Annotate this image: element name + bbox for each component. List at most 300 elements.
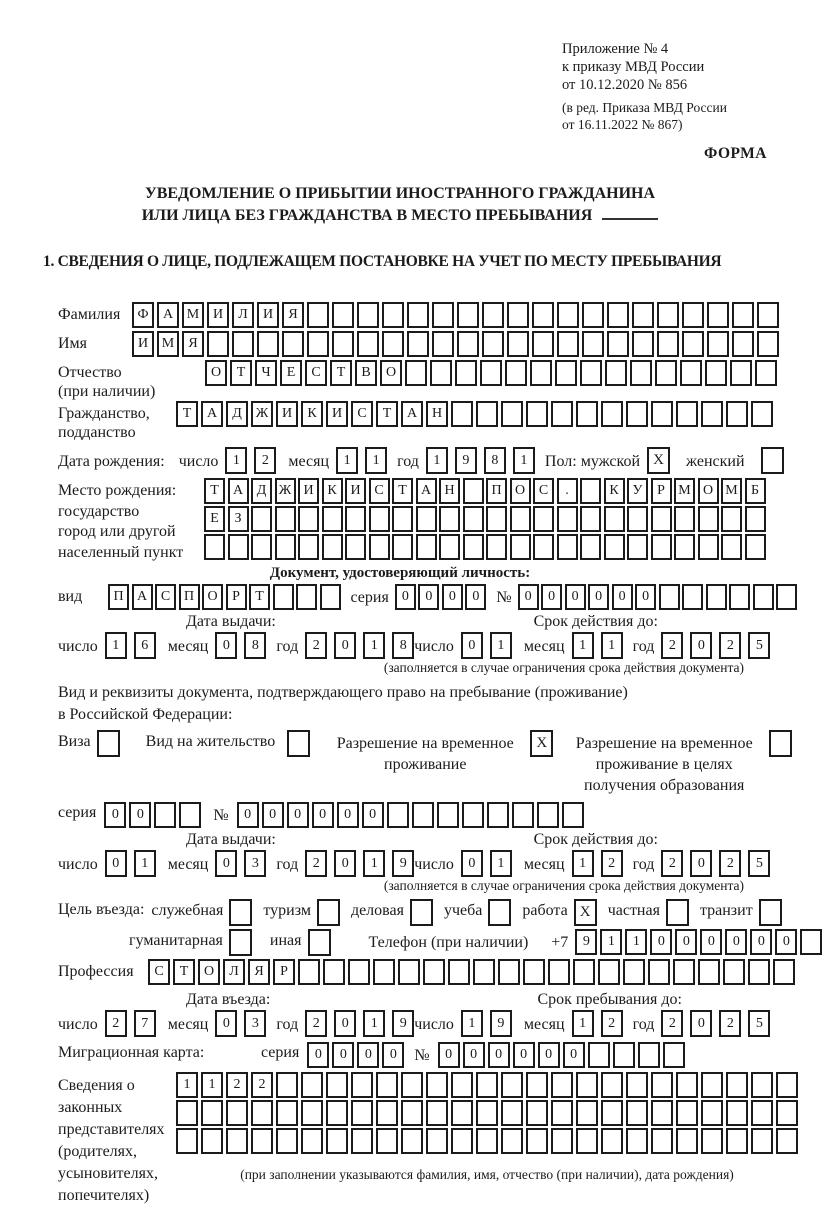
char-box[interactable]: 0: [541, 584, 562, 610]
char-box[interactable]: П: [486, 478, 507, 504]
char-box[interactable]: [523, 959, 545, 985]
char-box[interactable]: [551, 1128, 573, 1154]
char-box[interactable]: И: [326, 401, 348, 427]
char-box[interactable]: И: [276, 401, 298, 427]
char-box[interactable]: [555, 360, 577, 386]
char-box[interactable]: 0: [612, 584, 633, 610]
char-box[interactable]: [730, 360, 752, 386]
char-box[interactable]: 1: [201, 1072, 223, 1098]
char-box[interactable]: А: [401, 401, 423, 427]
char-box[interactable]: 0: [215, 850, 237, 877]
char-box[interactable]: [601, 1072, 623, 1098]
char-box[interactable]: 5: [748, 850, 770, 877]
char-box[interactable]: М: [157, 331, 179, 357]
char-box[interactable]: [551, 1100, 573, 1126]
char-box[interactable]: [476, 401, 498, 427]
char-box[interactable]: [476, 1100, 498, 1126]
char-box[interactable]: [307, 302, 329, 328]
char-box[interactable]: [176, 1128, 198, 1154]
checkbox-residence-permit[interactable]: [287, 730, 310, 757]
char-box[interactable]: [345, 534, 366, 560]
char-box[interactable]: [332, 331, 354, 357]
char-box[interactable]: [275, 534, 296, 560]
char-box[interactable]: [351, 1072, 373, 1098]
char-box[interactable]: [582, 331, 604, 357]
char-box[interactable]: 2: [601, 1010, 623, 1037]
char-box[interactable]: 8: [392, 632, 414, 659]
char-box[interactable]: [462, 802, 484, 828]
char-box[interactable]: Т: [230, 360, 252, 386]
char-box[interactable]: [580, 506, 601, 532]
char-box[interactable]: [601, 1100, 623, 1126]
char-box[interactable]: [369, 534, 390, 560]
char-box[interactable]: [439, 534, 460, 560]
char-box[interactable]: Л: [223, 959, 245, 985]
char-box[interactable]: 0: [488, 1042, 510, 1068]
char-box[interactable]: [721, 506, 742, 532]
char-box[interactable]: [723, 959, 745, 985]
char-box[interactable]: [604, 534, 625, 560]
char-box[interactable]: Т: [176, 401, 198, 427]
char-box[interactable]: [407, 331, 429, 357]
char-box[interactable]: [482, 331, 504, 357]
char-box[interactable]: [505, 360, 527, 386]
char-box[interactable]: [357, 302, 379, 328]
char-box[interactable]: [630, 360, 652, 386]
char-box[interactable]: [448, 959, 470, 985]
char-box[interactable]: 0: [461, 632, 483, 659]
char-box[interactable]: [282, 331, 304, 357]
char-box[interactable]: [651, 401, 673, 427]
char-box[interactable]: 0: [129, 802, 151, 828]
char-box[interactable]: [721, 534, 742, 560]
char-box[interactable]: [604, 506, 625, 532]
char-box[interactable]: [507, 331, 529, 357]
char-box[interactable]: [576, 1100, 598, 1126]
char-box[interactable]: 1: [625, 929, 647, 955]
char-box[interactable]: [753, 584, 774, 610]
char-box[interactable]: 1: [105, 632, 127, 659]
char-box[interactable]: 0: [334, 632, 356, 659]
char-box[interactable]: [701, 1100, 723, 1126]
char-box[interactable]: 0: [442, 584, 463, 610]
char-box[interactable]: 0: [105, 850, 127, 877]
char-box[interactable]: 2: [661, 850, 683, 877]
char-box[interactable]: [412, 802, 434, 828]
char-box[interactable]: [580, 534, 601, 560]
char-box[interactable]: 0: [750, 929, 772, 955]
char-box[interactable]: [387, 802, 409, 828]
char-box[interactable]: [307, 331, 329, 357]
char-box[interactable]: [537, 802, 559, 828]
char-box[interactable]: [275, 506, 296, 532]
char-box[interactable]: [557, 534, 578, 560]
char-box[interactable]: [457, 302, 479, 328]
char-box[interactable]: Б: [745, 478, 766, 504]
char-box[interactable]: 0: [395, 584, 416, 610]
char-box[interactable]: [726, 401, 748, 427]
char-box[interactable]: [501, 1100, 523, 1126]
char-box[interactable]: [401, 1128, 423, 1154]
char-box[interactable]: 0: [563, 1042, 585, 1068]
char-box[interactable]: 1: [490, 850, 512, 877]
char-box[interactable]: 1: [176, 1072, 198, 1098]
char-box[interactable]: 0: [357, 1042, 379, 1068]
char-box[interactable]: [322, 534, 343, 560]
char-box[interactable]: [486, 534, 507, 560]
char-box[interactable]: [228, 534, 249, 560]
char-box[interactable]: [351, 1100, 373, 1126]
char-box[interactable]: 0: [237, 802, 259, 828]
char-box[interactable]: [773, 959, 795, 985]
char-box[interactable]: С: [533, 478, 554, 504]
char-box[interactable]: [701, 401, 723, 427]
char-box[interactable]: С: [351, 401, 373, 427]
char-box[interactable]: [626, 1128, 648, 1154]
char-box[interactable]: 0: [463, 1042, 485, 1068]
char-box[interactable]: [486, 506, 507, 532]
char-box[interactable]: 0: [565, 584, 586, 610]
checkbox-female[interactable]: [761, 447, 784, 474]
checkbox-tourism[interactable]: [317, 899, 340, 926]
char-box[interactable]: [701, 1128, 723, 1154]
char-box[interactable]: [673, 959, 695, 985]
char-box[interactable]: 0: [700, 929, 722, 955]
char-box[interactable]: [588, 1042, 610, 1068]
char-box[interactable]: 3: [244, 850, 266, 877]
char-box[interactable]: [226, 1128, 248, 1154]
char-box[interactable]: 1: [336, 447, 358, 474]
char-box[interactable]: [557, 302, 579, 328]
char-box[interactable]: [426, 1072, 448, 1098]
char-box[interactable]: 7: [134, 1010, 156, 1037]
char-box[interactable]: 2: [305, 1010, 327, 1037]
char-box[interactable]: З: [228, 506, 249, 532]
char-box[interactable]: 0: [465, 584, 486, 610]
char-box[interactable]: [463, 478, 484, 504]
char-box[interactable]: [526, 401, 548, 427]
char-box[interactable]: [298, 959, 320, 985]
char-box[interactable]: [701, 1072, 723, 1098]
checkbox-temp-residence-education[interactable]: [769, 730, 792, 757]
char-box[interactable]: 0: [650, 929, 672, 955]
char-box[interactable]: [751, 1128, 773, 1154]
char-box[interactable]: [676, 1100, 698, 1126]
char-box[interactable]: Я: [182, 331, 204, 357]
char-box[interactable]: 5: [748, 632, 770, 659]
char-box[interactable]: [251, 1128, 273, 1154]
char-box[interactable]: [576, 401, 598, 427]
char-box[interactable]: 2: [305, 850, 327, 877]
char-box[interactable]: [251, 1100, 273, 1126]
char-box[interactable]: 1: [490, 632, 512, 659]
char-box[interactable]: [345, 506, 366, 532]
char-box[interactable]: 0: [725, 929, 747, 955]
char-box[interactable]: [179, 802, 201, 828]
char-box[interactable]: [676, 401, 698, 427]
char-box[interactable]: Д: [251, 478, 272, 504]
char-box[interactable]: [392, 506, 413, 532]
checkbox-temp-residence[interactable]: X: [530, 730, 553, 757]
char-box[interactable]: [512, 802, 534, 828]
char-box[interactable]: 0: [418, 584, 439, 610]
char-box[interactable]: М: [674, 478, 695, 504]
char-box[interactable]: Н: [439, 478, 460, 504]
char-box[interactable]: [533, 534, 554, 560]
char-box[interactable]: [301, 1128, 323, 1154]
char-box[interactable]: [580, 360, 602, 386]
char-box[interactable]: 0: [461, 850, 483, 877]
char-box[interactable]: 0: [775, 929, 797, 955]
char-box[interactable]: [651, 1072, 673, 1098]
char-box[interactable]: [398, 959, 420, 985]
char-box[interactable]: 0: [332, 1042, 354, 1068]
char-box[interactable]: Л: [232, 302, 254, 328]
char-box[interactable]: 1: [365, 447, 387, 474]
char-box[interactable]: [416, 534, 437, 560]
char-box[interactable]: А: [201, 401, 223, 427]
char-box[interactable]: [301, 1100, 323, 1126]
char-box[interactable]: Т: [392, 478, 413, 504]
char-box[interactable]: 1: [134, 850, 156, 877]
char-box[interactable]: [682, 302, 704, 328]
checkbox-other[interactable]: [308, 929, 331, 956]
char-box[interactable]: 0: [287, 802, 309, 828]
char-box[interactable]: [501, 1128, 523, 1154]
char-box[interactable]: О: [510, 478, 531, 504]
char-box[interactable]: [776, 1100, 798, 1126]
char-box[interactable]: 0: [513, 1042, 535, 1068]
char-box[interactable]: [748, 959, 770, 985]
checkbox-business[interactable]: [410, 899, 433, 926]
char-box[interactable]: [682, 584, 703, 610]
char-box[interactable]: И: [345, 478, 366, 504]
char-box[interactable]: [423, 959, 445, 985]
char-box[interactable]: [598, 959, 620, 985]
char-box[interactable]: 2: [719, 850, 741, 877]
char-box[interactable]: [416, 506, 437, 532]
char-box[interactable]: [533, 506, 554, 532]
char-box[interactable]: [557, 331, 579, 357]
char-box[interactable]: А: [416, 478, 437, 504]
char-box[interactable]: 0: [518, 584, 539, 610]
char-box[interactable]: 0: [215, 632, 237, 659]
char-box[interactable]: [751, 401, 773, 427]
char-box[interactable]: [298, 534, 319, 560]
char-box[interactable]: [276, 1072, 298, 1098]
char-box[interactable]: [627, 534, 648, 560]
char-box[interactable]: 0: [337, 802, 359, 828]
char-box[interactable]: [751, 1100, 773, 1126]
char-box[interactable]: [407, 302, 429, 328]
char-box[interactable]: [551, 401, 573, 427]
checkbox-work[interactable]: X: [574, 899, 597, 926]
char-box[interactable]: [320, 584, 341, 610]
char-box[interactable]: Д: [226, 401, 248, 427]
char-box[interactable]: 1: [572, 632, 594, 659]
char-box[interactable]: [276, 1100, 298, 1126]
char-box[interactable]: [457, 331, 479, 357]
char-box[interactable]: [526, 1100, 548, 1126]
char-box[interactable]: [607, 302, 629, 328]
char-box[interactable]: [298, 506, 319, 532]
char-box[interactable]: 5: [748, 1010, 770, 1037]
char-box[interactable]: Т: [330, 360, 352, 386]
char-box[interactable]: [451, 1100, 473, 1126]
char-box[interactable]: И: [298, 478, 319, 504]
char-box[interactable]: [463, 534, 484, 560]
char-box[interactable]: Ж: [275, 478, 296, 504]
char-box[interactable]: [532, 331, 554, 357]
char-box[interactable]: [326, 1072, 348, 1098]
char-box[interactable]: [401, 1100, 423, 1126]
char-box[interactable]: [548, 959, 570, 985]
char-box[interactable]: Ж: [251, 401, 273, 427]
char-box[interactable]: [376, 1100, 398, 1126]
char-box[interactable]: [657, 302, 679, 328]
char-box[interactable]: [463, 506, 484, 532]
char-box[interactable]: [455, 360, 477, 386]
char-box[interactable]: [674, 506, 695, 532]
char-box[interactable]: 0: [312, 802, 334, 828]
char-box[interactable]: 0: [438, 1042, 460, 1068]
char-box[interactable]: [501, 1072, 523, 1098]
char-box[interactable]: [451, 401, 473, 427]
char-box[interactable]: [707, 331, 729, 357]
char-box[interactable]: [201, 1100, 223, 1126]
char-box[interactable]: [732, 331, 754, 357]
char-box[interactable]: [257, 331, 279, 357]
checkbox-transit[interactable]: [759, 899, 782, 926]
char-box[interactable]: [204, 534, 225, 560]
char-box[interactable]: У: [627, 478, 648, 504]
char-box[interactable]: [706, 584, 727, 610]
char-box[interactable]: [551, 1072, 573, 1098]
char-box[interactable]: [651, 1100, 673, 1126]
char-box[interactable]: [276, 1128, 298, 1154]
char-box[interactable]: Р: [273, 959, 295, 985]
char-box[interactable]: [439, 506, 460, 532]
checkbox-official[interactable]: [229, 899, 252, 926]
char-box[interactable]: 9: [490, 1010, 512, 1037]
char-box[interactable]: [273, 584, 294, 610]
char-box[interactable]: [576, 1072, 598, 1098]
char-box[interactable]: 0: [538, 1042, 560, 1068]
char-box[interactable]: [301, 1072, 323, 1098]
char-box[interactable]: [632, 302, 654, 328]
char-box[interactable]: 3: [244, 1010, 266, 1037]
char-box[interactable]: [154, 802, 176, 828]
char-box[interactable]: 0: [104, 802, 126, 828]
char-box[interactable]: [674, 534, 695, 560]
char-box[interactable]: [726, 1128, 748, 1154]
char-box[interactable]: [430, 360, 452, 386]
char-box[interactable]: [392, 534, 413, 560]
char-box[interactable]: [626, 1072, 648, 1098]
char-box[interactable]: [663, 1042, 685, 1068]
char-box[interactable]: [348, 959, 370, 985]
char-box[interactable]: [510, 506, 531, 532]
char-box[interactable]: П: [179, 584, 200, 610]
char-box[interactable]: [322, 506, 343, 532]
char-box[interactable]: 9: [575, 929, 597, 955]
char-box[interactable]: [745, 534, 766, 560]
char-box[interactable]: [659, 584, 680, 610]
char-box[interactable]: [800, 929, 822, 955]
char-box[interactable]: [501, 401, 523, 427]
char-box[interactable]: [480, 360, 502, 386]
char-box[interactable]: [451, 1128, 473, 1154]
char-box[interactable]: [648, 959, 670, 985]
char-box[interactable]: [729, 584, 750, 610]
char-box[interactable]: 0: [307, 1042, 329, 1068]
char-box[interactable]: 1: [601, 632, 623, 659]
char-box[interactable]: [757, 331, 779, 357]
char-box[interactable]: 2: [105, 1010, 127, 1037]
char-box[interactable]: 0: [690, 850, 712, 877]
char-box[interactable]: Ф: [132, 302, 154, 328]
char-box[interactable]: [626, 1100, 648, 1126]
char-box[interactable]: [296, 584, 317, 610]
char-box[interactable]: 8: [244, 632, 266, 659]
char-box[interactable]: Т: [173, 959, 195, 985]
char-box[interactable]: [201, 1128, 223, 1154]
char-box[interactable]: Е: [280, 360, 302, 386]
char-box[interactable]: Н: [426, 401, 448, 427]
char-box[interactable]: [482, 302, 504, 328]
char-box[interactable]: [623, 959, 645, 985]
char-box[interactable]: [573, 959, 595, 985]
char-box[interactable]: [382, 331, 404, 357]
char-box[interactable]: [657, 331, 679, 357]
char-box[interactable]: [601, 401, 623, 427]
char-box[interactable]: [382, 302, 404, 328]
char-box[interactable]: 9: [392, 1010, 414, 1037]
char-box[interactable]: [326, 1128, 348, 1154]
char-box[interactable]: [651, 506, 672, 532]
char-box[interactable]: [698, 506, 719, 532]
char-box[interactable]: О: [380, 360, 402, 386]
char-box[interactable]: [351, 1128, 373, 1154]
char-box[interactable]: [232, 331, 254, 357]
char-box[interactable]: П: [108, 584, 129, 610]
char-box[interactable]: [251, 506, 272, 532]
char-box[interactable]: [698, 959, 720, 985]
char-box[interactable]: С: [148, 959, 170, 985]
char-box[interactable]: 2: [719, 632, 741, 659]
char-box[interactable]: 1: [572, 1010, 594, 1037]
char-box[interactable]: [651, 1128, 673, 1154]
char-box[interactable]: Т: [249, 584, 270, 610]
char-box[interactable]: [369, 506, 390, 532]
char-box[interactable]: [651, 534, 672, 560]
char-box[interactable]: [705, 360, 727, 386]
char-box[interactable]: 1: [363, 632, 385, 659]
char-box[interactable]: [605, 360, 627, 386]
char-box[interactable]: 1: [572, 850, 594, 877]
char-box[interactable]: 1: [461, 1010, 483, 1037]
char-box[interactable]: [582, 302, 604, 328]
char-box[interactable]: [776, 1128, 798, 1154]
char-box[interactable]: В: [355, 360, 377, 386]
char-box[interactable]: И: [257, 302, 279, 328]
char-box[interactable]: [357, 331, 379, 357]
char-box[interactable]: [251, 534, 272, 560]
char-box[interactable]: [776, 1072, 798, 1098]
char-box[interactable]: О: [198, 959, 220, 985]
char-box[interactable]: Т: [376, 401, 398, 427]
char-box[interactable]: [707, 302, 729, 328]
